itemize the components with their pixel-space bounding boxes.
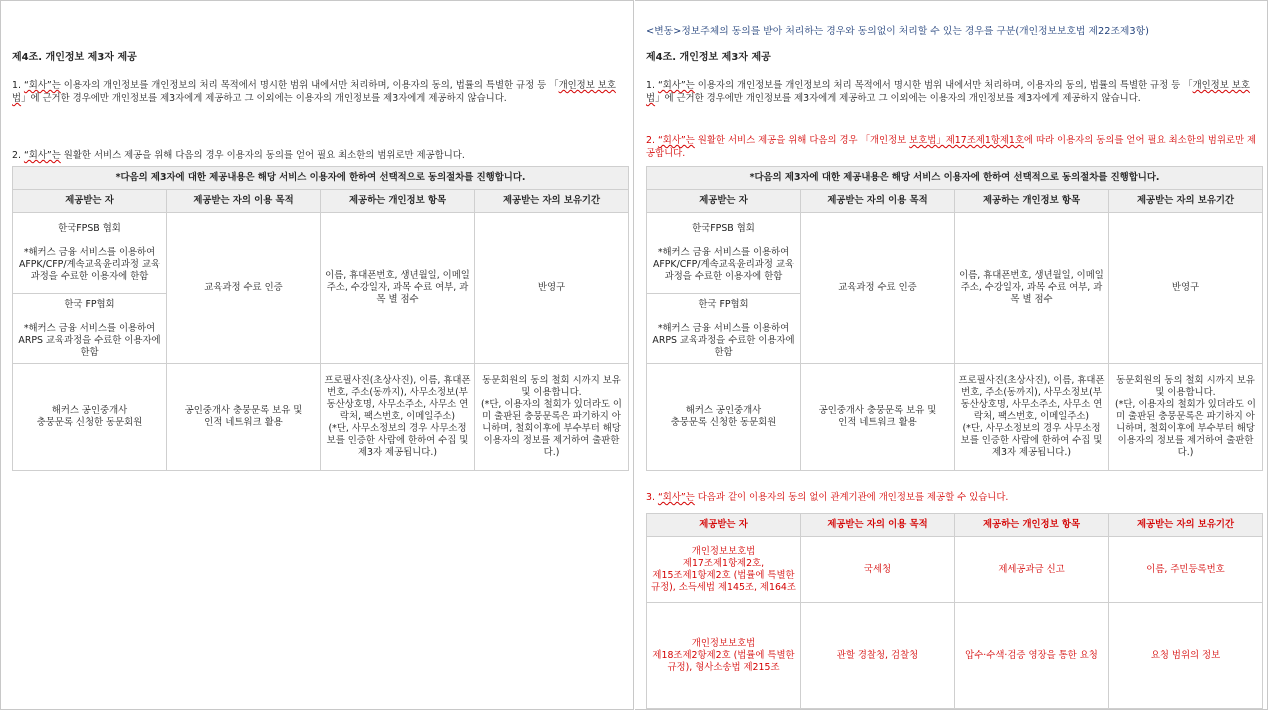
left-paragraph-2 (12, 149, 623, 162)
p3-text: 다음과 같이 이용자의 동의 없이 관계기관에 개인정보를 제공할 수 있습니다. (694, 492, 1009, 503)
right-document-panel (635, 0, 1268, 710)
items-cell: 프로필사진(초상사진), 이름, 휴대폰번호, 주소(동까지), 사무소정보(부동산상호명, 사무소주소, 사무소 연락처, 팩스번호, 이메일주소) (*단, 사무소정보의 경우 사무소정보를 인증한 사람에 한하여 수집 및 제3자 제공됩니다.) (321, 364, 475, 471)
period-cell: 동문회원의 동의 철회 시까지 보유 및 이용합니다. (*단, 이용자의 철회가 있더라도 이미 출판된 충뭉문록은 파기하지 아니하며, 철회이후에 부수부터 해당 이용자의 정보를 제거하여 출판한다.) (1109, 364, 1263, 471)
right-paragraph-3 (646, 491, 1257, 504)
items-cell: 이름, 휴대폰번호, 생년월일, 이메일주소, 수강일자, 과목 수료 여부, 과목 별 점수 (955, 213, 1109, 364)
purpose-cell: 공인중개사 충뭉문록 보유 및 인적 네트워크 활용 (801, 364, 955, 471)
items-cell: 프로필사진(초상사진), 이름, 휴대폰번호, 주소(동까지), 사무소정보(부동산상호명, 사무소주소, 사무소 연락처, 팩스번호, 이메일주소) (*단, 사무소정보의 경우 사무소정보를 인증한 사람에 한하여 수집 및 제3자 제공됩니다.) (955, 364, 1109, 471)
p3-prefix: 3. (646, 492, 658, 503)
left-heading: 제4조. 개인정보 제3자 제공 (12, 52, 137, 63)
recipient-cell: 한국FPSB 협회 *해커스 금융 서비스를 이용하여 AFPK/CFP/계속교육윤리과정 교육과정을 수료한 이용자에 한함 (647, 213, 801, 294)
col-header: 제공받는 자의 보유기간 (475, 190, 629, 213)
col-header: 제공받는 자의 보유기간 (1109, 190, 1263, 213)
period-cell: 이름, 주민등록번호 (1109, 537, 1263, 603)
purpose-cell: 국세청 (801, 537, 955, 603)
items-cell: 압수·수색·검증 영장을 통한 요청 (955, 603, 1109, 709)
col-header: 제공받는 자의 보유기간 (1109, 514, 1263, 537)
left-document-panel (0, 0, 634, 710)
p1-law: 개인정보 보호법 (646, 80, 1250, 104)
p2-text: 원활한 서비스 제공을 위해 다음의 경우 이용자의 동의를 얻어 필요 최소한의 범위로만 제공합니다. (60, 150, 465, 161)
change-note: <변동>정보주체의 동의를 받아 처리하는 경우와 동의없이 처리할 수 있는 경우를 구분(개인정보보호법 제22조제3항) (646, 26, 1149, 37)
purpose-cell: 관할 경찰청, 검찰청 (801, 603, 955, 709)
period-cell: 반영구 (1109, 213, 1263, 364)
p1-prefix: 1. (646, 80, 658, 91)
recipient-cell: 한국 FP협회 *해커스 금융 서비스를 이용하여 ARPS 교육과정을 수료한 이용자에 한함 (13, 294, 167, 364)
p2-text-b: 에 따라 이용자의 동의를 얻어 필요 최소한의 범위로만 제공합니다. (646, 135, 1257, 159)
p1-quote: “회사”는 (23, 80, 61, 91)
p3-quote: “회사”는 (657, 492, 695, 503)
nonconsent-table (646, 513, 1263, 709)
purpose-cell: 교육과정 수료 인증 (801, 213, 955, 364)
recipient-cell: 해커스 공인중개사 충뭉문록 신청한 동문회원 (13, 364, 167, 471)
col-header: 제공받는 자의 이용 목적 (801, 514, 955, 537)
col-header: 제공받는 자의 이용 목적 (801, 190, 955, 213)
left-paragraph-1 (12, 79, 623, 105)
col-header: 제공받는 자의 이용 목적 (167, 190, 321, 213)
recipient-cell: 개인정보보호법 제17조제1항제2호, 제15조제1항제2호 (법률에 특별한 규정), 소득세법 제145조, 제164조 (647, 537, 801, 603)
p1-law: 개인정보 보호법 (12, 80, 616, 104)
recipient-cell: 한국FPSB 협회 *해커스 금융 서비스를 이용하여 AFPK/CFP/계속교육윤리과정 교육과정을 수료한 이용자에 한함 (13, 213, 167, 294)
period-cell: 요청 범위의 정보 (1109, 603, 1263, 709)
col-header: 제공하는 개인정보 항목 (955, 514, 1109, 537)
period-cell: 반영구 (475, 213, 629, 364)
p1-text-a: 이용자의 개인정보를 개인정보의 처리 목적에서 명시한 범위 내에서만 처리하며, 이용자의 동의, 법률의 특별한 규정 등 「 (694, 80, 1193, 91)
p2-quote: “회사”는 (23, 150, 61, 161)
table-caption: *다음의 제3자에 대한 제공내용은 해당 서비스 이용자에 한하여 선택적으로 동의절차를 진행합니다. (647, 167, 1263, 190)
purpose-cell: 공인중개사 충뭉문록 보유 및 인적 네트워크 활용 (167, 364, 321, 471)
recipient-cell: 해커스 공인중개사 충뭉문록 신청한 동문회원 (647, 364, 801, 471)
p2-quote: “회사”는 (657, 135, 695, 146)
p2-prefix: 2. (12, 150, 24, 161)
p2-law: 보호법」제17조제1항제1호 (909, 135, 1024, 146)
right-paragraph-2 (646, 134, 1257, 160)
p1-prefix: 1. (12, 80, 24, 91)
recipient-cell: 개인정보보호법 제18조제2항제2호 (법률에 특별한 규정), 형사소송법 제215조 (647, 603, 801, 709)
col-header: 제공받는 자 (647, 514, 801, 537)
col-header: 제공받는 자 (13, 190, 167, 213)
table-row (647, 603, 1263, 709)
col-header: 제공하는 개인정보 항목 (955, 190, 1109, 213)
purpose-cell: 교육과정 수료 인증 (167, 213, 321, 364)
p1-quote: “회사”는 (657, 80, 695, 91)
right-consent-table (646, 166, 1263, 471)
items-cell: 이름, 휴대폰번호, 생년월일, 이메일주소, 수강일자, 과목 수료 여부, 과목 별 점수 (321, 213, 475, 364)
period-cell: 동문회원의 동의 철회 시까지 보유 및 이용합니다. (*단, 이용자의 철회가 있더라도 이미 출판된 충뭉문록은 파기하지 아니하며, 철회이후에 부수부터 해당 이용자의 정보를 제거하여 출판한다.) (475, 364, 629, 471)
table-caption: *다음의 제3자에 대한 제공내용은 해당 서비스 이용자에 한하여 선택적으로 동의절차를 진행합니다. (13, 167, 629, 190)
left-consent-table (12, 166, 629, 471)
p1-text-a: 이용자의 개인정보를 개인정보의 처리 목적에서 명시한 범위 내에서만 처리하며, 이용자의 동의, 법률의 특별한 규정 등 「 (60, 80, 559, 91)
p2-prefix: 2. (646, 135, 658, 146)
col-header: 제공하는 개인정보 항목 (321, 190, 475, 213)
right-heading: 제4조. 개인정보 제3자 제공 (646, 52, 771, 63)
recipient-cell: 한국 FP협회 *해커스 금융 서비스를 이용하여 ARPS 교육과정을 수료한 이용자에 한함 (647, 294, 801, 364)
p1-text-b: 」에 근거한 경우에만 개인정보를 제3자에게 제공하고 그 이외에는 이용자의 개인정보를 제3자에게 제공하지 않습니다. (655, 93, 1141, 104)
table-row (647, 537, 1263, 603)
right-paragraph-1 (646, 79, 1257, 105)
col-header: 제공받는 자 (647, 190, 801, 213)
p1-text-b: 」에 근거한 경우에만 개인정보를 제3자에게 제공하고 그 이외에는 이용자의 개인정보를 제3자에게 제공하지 않습니다. (21, 93, 507, 104)
p2-text-a: 원활한 서비스 제공을 위해 다음의 경우 「개인정보 (694, 135, 910, 146)
items-cell: 제세공과금 신고 (955, 537, 1109, 603)
